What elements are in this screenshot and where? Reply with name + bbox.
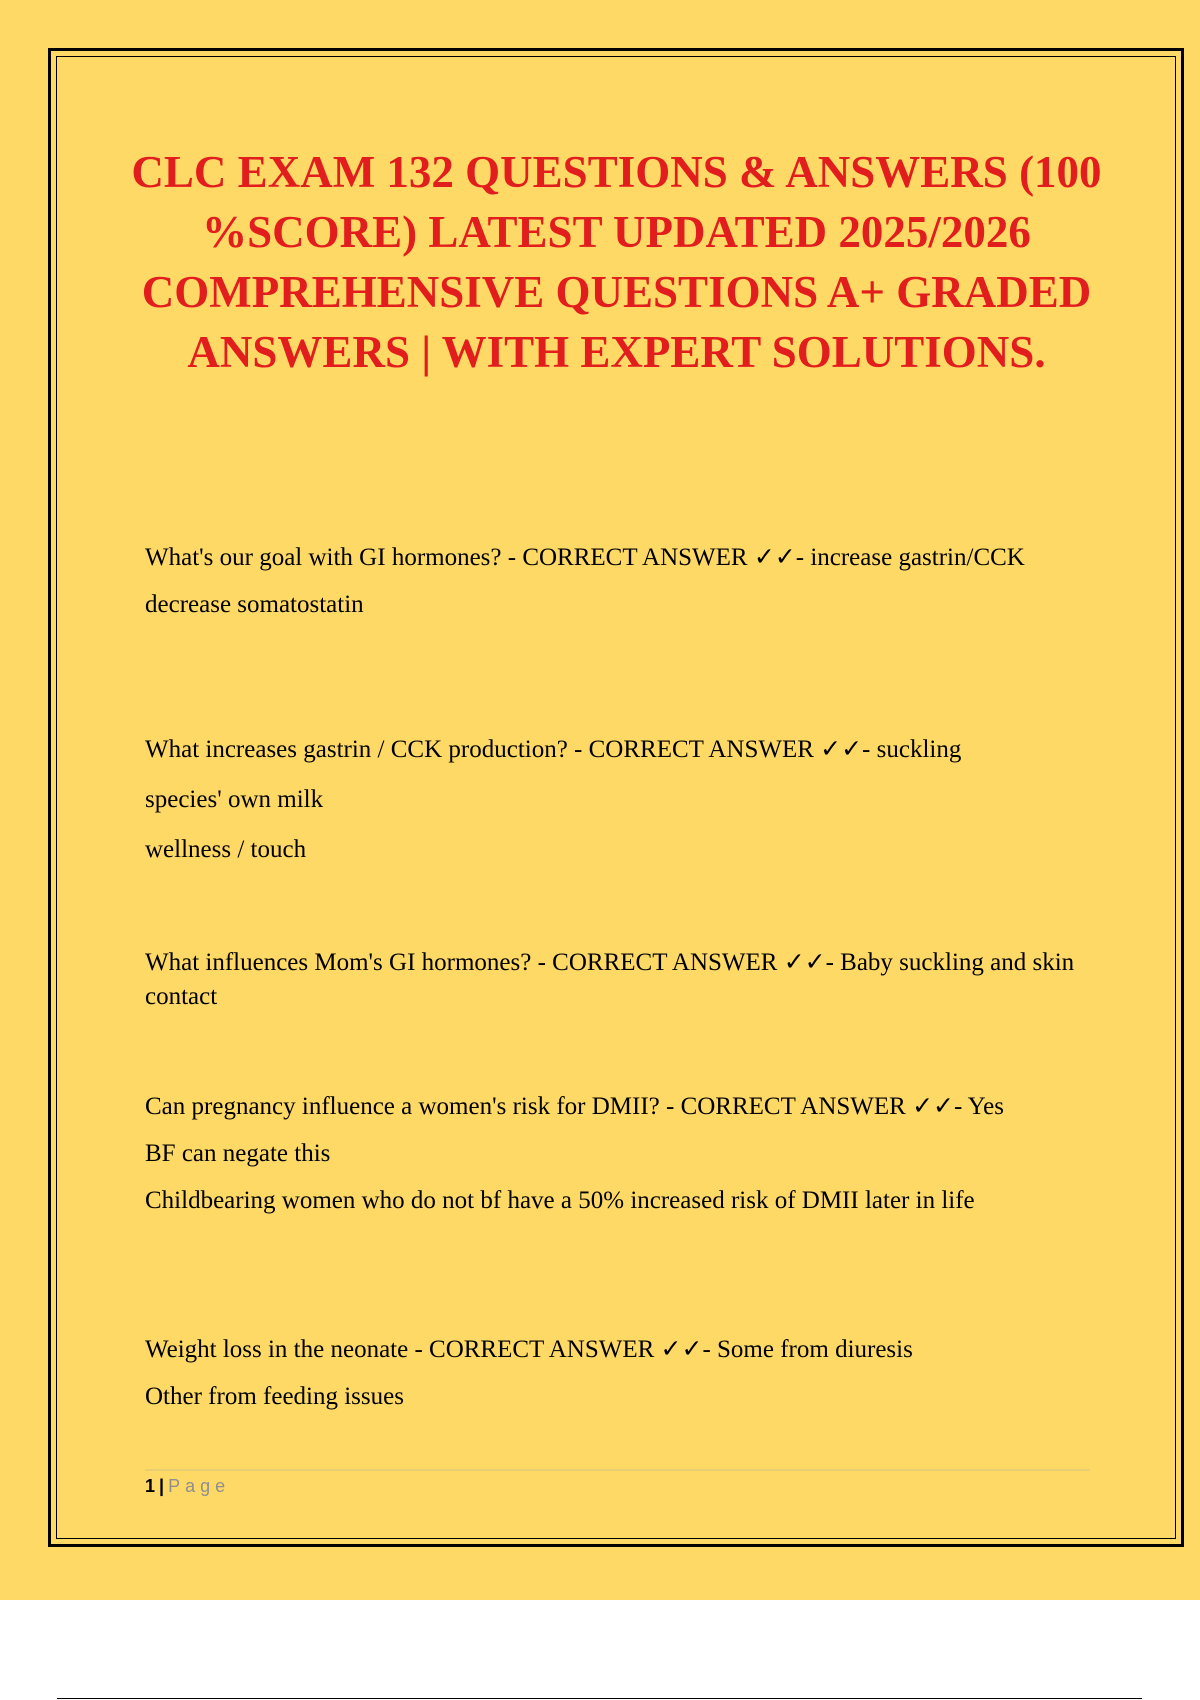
- document-title: CLC EXAM 132 QUESTIONS & ANSWERS (100 %SCORE) LATEST UPDATED 2025/2026 COMPREHENSIVE QUESTIONS A+ GRADED ANSWERS | WITH EXPERT SOLUTIONS.: [131, 147, 1102, 377]
- qa-answer-line: BF can negate this: [145, 1140, 331, 1167]
- page-label: Page: [168, 1476, 231, 1496]
- page-number: 1: [145, 1476, 156, 1496]
- qa-question: What increases gastrin / CCK production? - CORRECT ANSWER ✓✓- suckling: [145, 736, 962, 763]
- qa-item: [145, 1090, 1090, 1218]
- qa-answer-line: decrease somatostatin: [145, 591, 364, 618]
- qa-question: Weight loss in the neonate - CORRECT ANSWER ✓✓- Some from diuresis: [145, 1336, 913, 1363]
- qa-answer-line: wellness / touch: [145, 836, 307, 863]
- qa-item: [145, 541, 1090, 622]
- footer-divider: [145, 1469, 1090, 1471]
- qa-item: [145, 1333, 1090, 1414]
- footer-separator: |: [159, 1476, 165, 1496]
- page-footer: [145, 1475, 230, 1497]
- qa-question: What's our goal with GI hormones? - CORRECT ANSWER ✓✓- increase gastrin/CCK: [145, 544, 1025, 571]
- qa-question: What influences Mom's GI hormones? - CORRECT ANSWER ✓✓- Baby suckling and skin contact: [145, 949, 1075, 1010]
- qa-question: Can pregnancy influence a women's risk for DMII? - CORRECT ANSWER ✓✓- Yes: [145, 1093, 1005, 1120]
- qa-answer-line: Childbearing women who do not bf have a 50% increased risk of DMII later in life: [145, 1187, 975, 1214]
- qa-answer-line: species' own milk: [145, 786, 324, 813]
- bottom-divider: [57, 1698, 1142, 1699]
- qa-item: [145, 733, 1090, 867]
- qa-answer-line: Other from feeding issues: [145, 1383, 404, 1410]
- qa-item: [145, 946, 1090, 1014]
